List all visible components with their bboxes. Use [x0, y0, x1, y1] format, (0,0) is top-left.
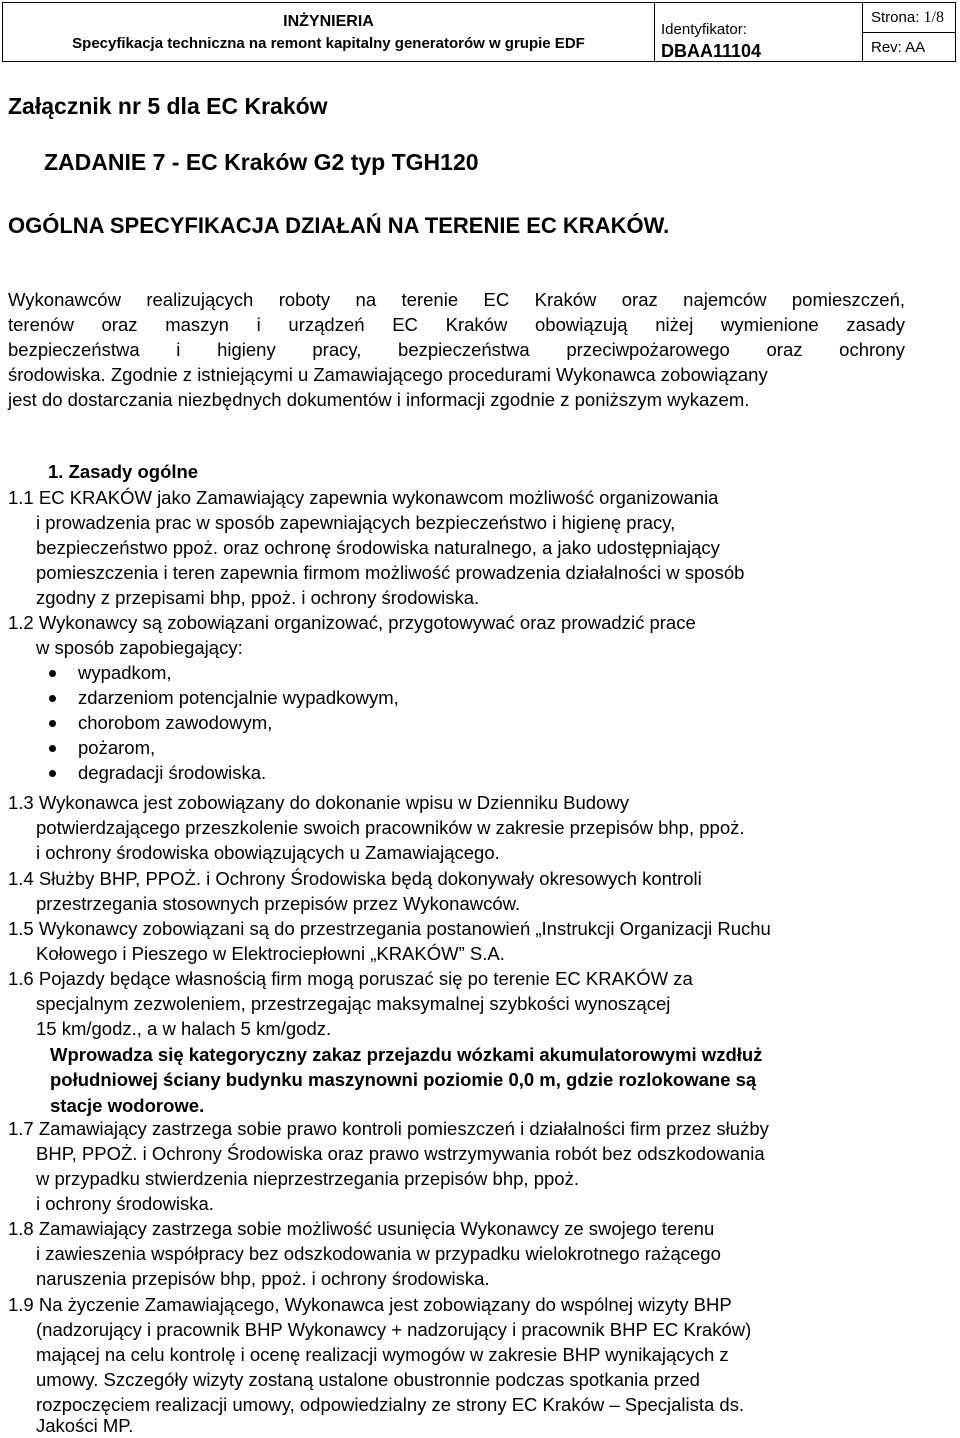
bullet-item: chorobom zawodowym, [78, 712, 273, 733]
s1-9-line: umowy. Szczegóły wizyty zostaną ustalone obustronnie podczas spotkania przed [36, 1369, 700, 1390]
spec-title: Specyfikacja techniczna na remont kapitalny generatorów w grupie EDF [72, 35, 585, 52]
s1-3-line: potwierdzającego przeszkolenie swoich pracowników w zakresie przepisów bhp, ppoż. [36, 817, 745, 838]
header-page-cell [863, 3, 955, 61]
s1-5-line: 1.5 Wykonawcy zobowiązani są do przestrzegania postanowień „Instrukcji Organizacji Ruchu [8, 918, 771, 939]
bullet-item: zdarzeniom potencjalnie wypadkowym, [78, 687, 399, 708]
s1-7-line: w przypadku stwierdzenia nieprzestrzegania przepisów bhp, ppoż. [36, 1168, 579, 1189]
s1-6-warning-line: stacje wodorowe. [50, 1095, 205, 1116]
page-box [863, 3, 955, 33]
page-indicator [871, 9, 944, 27]
s1-7-line: BHP, PPOŻ. i Ochrony Środowiska oraz prawo wstrzymywania robót bez odszkodowania [36, 1143, 765, 1164]
bullet-dot [49, 745, 56, 752]
s1-3-line: 1.3 Wykonawca jest zobowiązany do dokonanie wpisu w Dzienniku Budowy [8, 792, 629, 813]
bullet-dot [49, 720, 56, 727]
identifier-label: Identyfikator: [661, 21, 747, 38]
s1-6-warning-line: Wprowadza się kategoryczny zakaz przejazdu wózkami akumulatorowymi wzdłuż [50, 1044, 763, 1065]
s1-2-line: 1.2 Wykonawcy są zobowiązani organizować, przygotowywać oraz prowadzić prace [8, 612, 696, 633]
header-title-cell [3, 3, 655, 61]
s1-9-line: mającej na celu kontrolę i ocenę realizacji wymogów w zakresie BHP wynikających z [36, 1344, 729, 1365]
intro-line: środowiska. Zgodnie z istniejącymi u Zamawiającego procedurami Wykonawca zobowiązany [8, 364, 768, 385]
intro-line: terenów oraz maszyn i urządzeń EC Kraków obowiązują niżej wymienione zasady [8, 314, 905, 335]
s1-8-line: 1.8 Zamawiający zastrzega sobie możliwość usunięcia Wykonawcy ze swojego terenu [8, 1218, 715, 1239]
document-header [2, 2, 956, 62]
s1-1-line: 1.1 EC KRAKÓW jako Zamawiający zapewnia wykonawcom możliwość organizowania [8, 487, 719, 508]
s1-2-line: w sposób zapobiegający: [36, 637, 243, 658]
s1-6-warning-line: południowej ściany budynku maszynowni poziomie 0,0 m, gdzie rozlokowane są [50, 1069, 757, 1090]
s1-9-line: 1.9 Na życzenie Zamawiającego, Wykonawca jest zobowiązany do wspólnej wizyty BHP [8, 1294, 732, 1315]
s1-8-line: i zawieszenia współpracy bez odszkodowania w przypadku wielokrotnego rażącego [36, 1243, 721, 1264]
s1-6-line: 1.6 Pojazdy będące własnością firm mogą poruszać się po terenie EC KRAKÓW za [8, 968, 693, 989]
section-title: 1. Zasady ogólne [48, 461, 199, 482]
s1-1-line: pomieszczenia i teren zapewnia firmom możliwość prowadzenia działalności w sposób [36, 562, 745, 583]
attachment-title: Załącznik nr 5 dla EC Kraków [8, 93, 328, 119]
s1-4-line: 1.4 Służby BHP, PPOŻ. i Ochrony Środowiska będą dokonywały okresowych kontroli [8, 868, 702, 889]
s1-6-line: specjalnym zezwoleniem, przestrzegając maksymalnej szybkości wynoszącej [36, 993, 671, 1014]
page-label: Strona: [871, 9, 920, 26]
identifier-value: DBAA11104 [661, 41, 762, 61]
s1-7-line: i ochrony środowiska. [36, 1193, 214, 1214]
intro-line: jest do dostarczania niezbędnych dokumentów i informacji zgodnie z poniższym wykazem. [8, 389, 750, 410]
s1-1-line: zgodny z przepisami bhp, ppoż. i ochrony środowiska. [36, 587, 480, 608]
s1-8-line: naruszenia przepisów bhp, ppoż. i ochrony środowiska. [36, 1268, 490, 1289]
s1-9-line: Jakości MP. [36, 1415, 134, 1436]
general-title: OGÓLNA SPECYFIKACJA DZIAŁAŃ NA TERENIE EC KRAKÓW. [8, 213, 670, 238]
bullet-dot [49, 770, 56, 777]
s1-9-line: (nadzorujący i pracownik BHP Wykonawcy + nadzorujący i pracownik BHP EC Kraków) [36, 1319, 752, 1340]
s1-4-line: przestrzegania stosownych przepisów przez Wykonawców. [36, 893, 521, 914]
page-number: 1/8 [923, 9, 944, 26]
bullet-item: wypadkom, [78, 662, 172, 683]
bullet-dot [49, 695, 56, 702]
s1-6-line: 15 km/godz., a w halach 5 km/godz. [36, 1018, 332, 1039]
task-title: ZADANIE 7 - EC Kraków G2 typ TGH120 [44, 149, 479, 175]
bullet-item: pożarom, [78, 737, 156, 758]
s1-1-line: bezpieczeństwo ppoż. oraz ochronę środowiska naturalnego, a jako udostępniający [36, 537, 720, 558]
department-name: INŻYNIERIA [283, 13, 374, 30]
bullet-item: degradacji środowiska. [78, 762, 267, 783]
header-identifier-cell [655, 3, 863, 61]
intro-line: Wykonawców realizujących roboty na terenie EC Kraków oraz najemców pomieszczeń, [8, 289, 905, 310]
s1-3-line: i ochrony środowiska obowiązujących u Zamawiającego. [36, 842, 500, 863]
s1-1-line: i prowadzenia prac w sposób zapewniających bezpieczeństwo i higienę pracy, [36, 512, 676, 533]
bullet-dot [49, 670, 56, 677]
intro-line: bezpieczeństwa i higieny pracy, bezpieczeństwa przeciwpożarowego oraz ochrony [8, 339, 905, 360]
s1-5-line: Kołowego i Pieszego w Elektrociepłowni „KRAKÓW” S.A. [36, 943, 505, 964]
s1-7-line: 1.7 Zamawiający zastrzega sobie prawo kontroli pomieszczeń i działalności firm przez służby [8, 1118, 769, 1139]
s1-9-line: rozpoczęciem realizacji umowy, odpowiedzialny ze strony EC Kraków – Specjalista ds. [36, 1394, 745, 1415]
revision: Rev: AA [871, 39, 926, 56]
